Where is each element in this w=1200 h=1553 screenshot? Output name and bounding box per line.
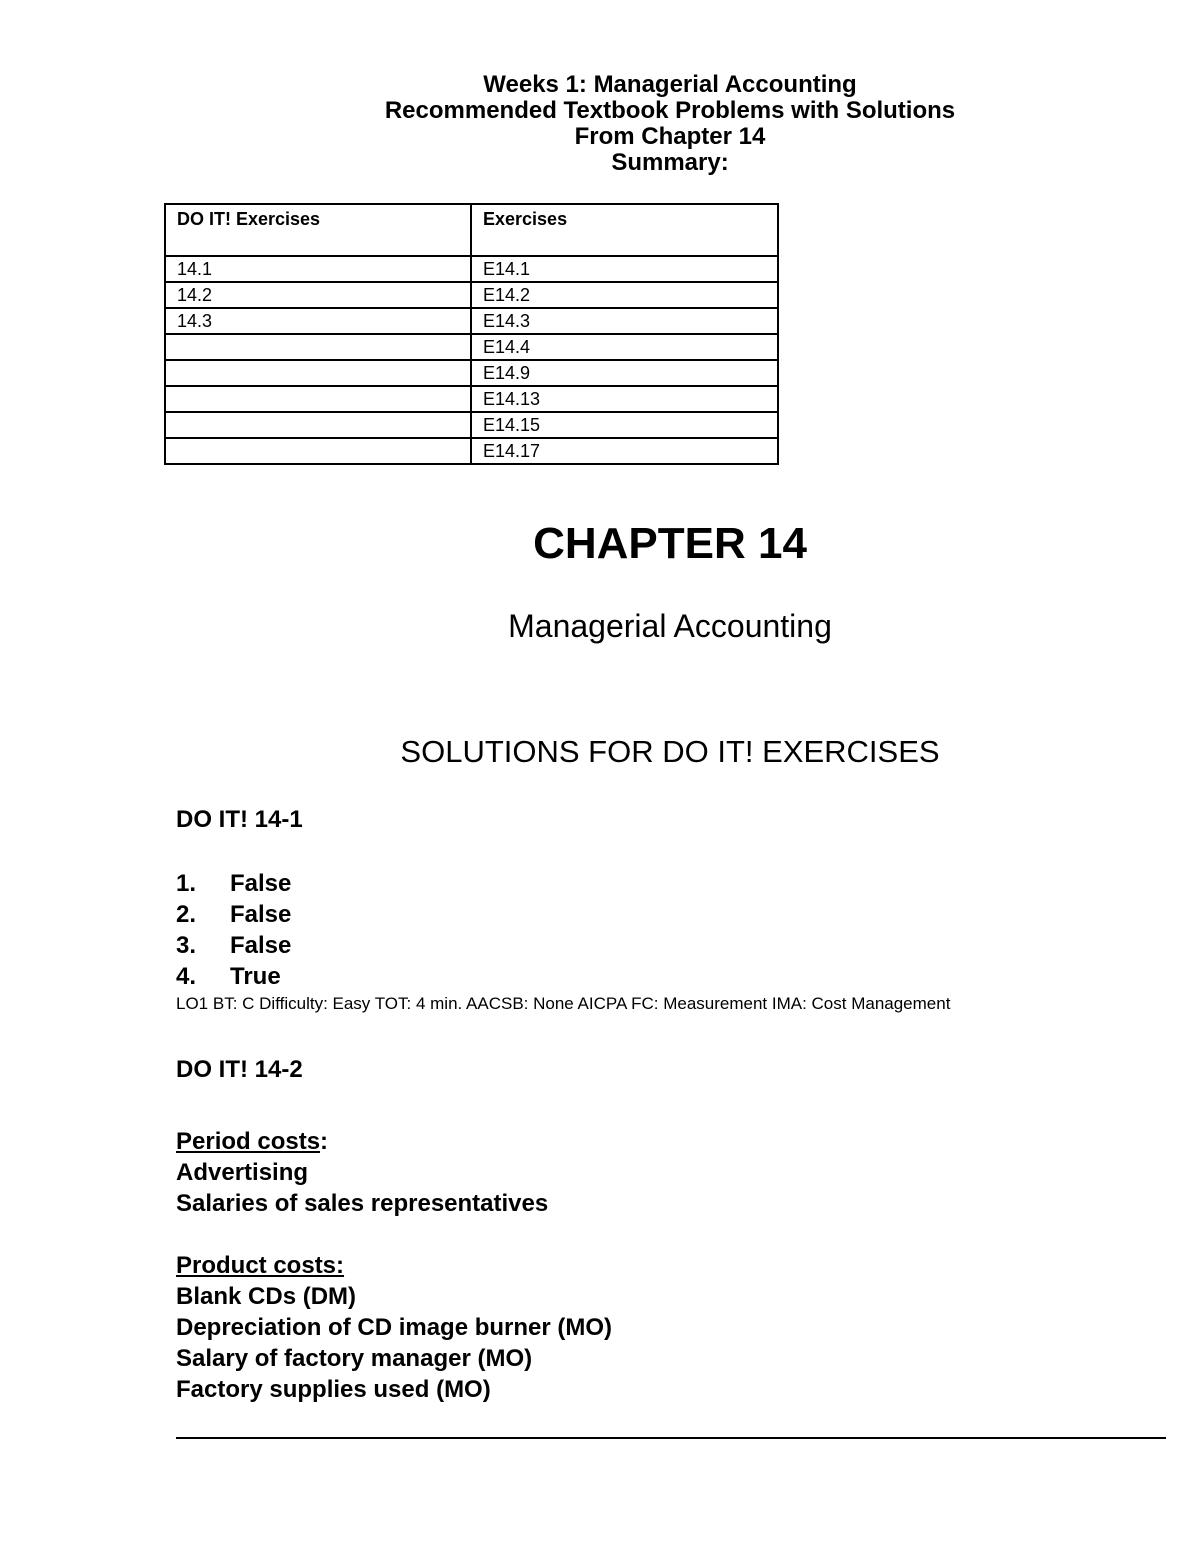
column-header-doit: DO IT! Exercises <box>165 204 471 256</box>
product-costs-block <box>176 1250 612 1405</box>
period-costs-heading <box>176 1126 548 1157</box>
page-header <box>0 72 1200 176</box>
list-item: Factory supplies used (MO) <box>176 1376 491 1403</box>
table-cell: E14.2 <box>471 282 778 308</box>
table-cell: E14.13 <box>471 386 778 412</box>
table-cell: 14.2 <box>165 282 471 308</box>
answer-text: False <box>230 870 292 897</box>
list-item <box>176 961 291 992</box>
product-costs-heading: Product costs: <box>176 1252 345 1279</box>
list-item: Blank CDs (DM) <box>176 1283 357 1310</box>
table-row <box>165 438 778 464</box>
header-chapter-ref: From Chapter 14 <box>574 123 766 150</box>
table-row <box>165 282 778 308</box>
chapter-title: CHAPTER 14 <box>533 519 807 568</box>
header-subtitle: Recommended Textbook Problems with Solutions <box>384 97 956 124</box>
list-item: Advertising <box>176 1159 309 1186</box>
period-costs-label: Period costs <box>176 1128 321 1155</box>
solutions-heading: SOLUTIONS FOR DO IT! EXERCISES <box>400 734 940 769</box>
table-cell <box>165 334 471 360</box>
table-cell <box>165 360 471 386</box>
answer-number: 4. <box>176 963 197 990</box>
table-cell: E14.1 <box>471 256 778 282</box>
table-row <box>165 412 778 438</box>
table-cell: 14.3 <box>165 308 471 334</box>
table-row <box>165 334 778 360</box>
list-item <box>176 930 291 961</box>
table-cell <box>165 386 471 412</box>
column-header-exercises: Exercises <box>471 204 778 256</box>
chapter-subtitle: Managerial Accounting <box>508 608 832 644</box>
table-row <box>165 386 778 412</box>
list-item: Salary of factory manager (MO) <box>176 1345 533 1372</box>
table-cell: E14.3 <box>471 308 778 334</box>
table-cell: E14.15 <box>471 412 778 438</box>
table-header-row <box>165 204 778 256</box>
table-cell: E14.17 <box>471 438 778 464</box>
answer-text: False <box>230 932 292 959</box>
doit-14-1-answers <box>176 868 291 992</box>
doit-14-2-title: DO IT! 14-2 <box>176 1056 303 1083</box>
table-cell: E14.9 <box>471 360 778 386</box>
table-cell: 14.1 <box>165 256 471 282</box>
table-row <box>165 256 778 282</box>
list-item <box>176 868 291 899</box>
answer-number: 2. <box>176 901 197 928</box>
footer-divider <box>176 1437 1166 1439</box>
period-costs-block <box>176 1126 548 1219</box>
learning-objective-line: LO1 BT: C Difficulty: Easy TOT: 4 min. AACSB: None AICPA FC: Measurement IMA: Cost Management <box>176 994 951 1013</box>
answer-number: 3. <box>176 932 197 959</box>
answer-number: 1. <box>176 870 197 897</box>
answer-text: True <box>230 963 281 990</box>
table-row <box>165 308 778 334</box>
header-summary-label: Summary: <box>611 149 729 176</box>
list-item: Salaries of sales representatives <box>176 1190 549 1217</box>
table-cell <box>165 412 471 438</box>
table-cell: E14.4 <box>471 334 778 360</box>
table-row <box>165 360 778 386</box>
doit-14-1-title: DO IT! 14-1 <box>176 806 303 833</box>
answer-text: False <box>230 901 292 928</box>
table-cell <box>165 438 471 464</box>
header-title: Weeks 1: Managerial Accounting <box>483 71 857 98</box>
list-item: Depreciation of CD image burner (MO) <box>176 1314 613 1341</box>
list-item <box>176 899 291 930</box>
period-costs-colon: : <box>320 1128 329 1155</box>
summary-table <box>164 203 779 465</box>
